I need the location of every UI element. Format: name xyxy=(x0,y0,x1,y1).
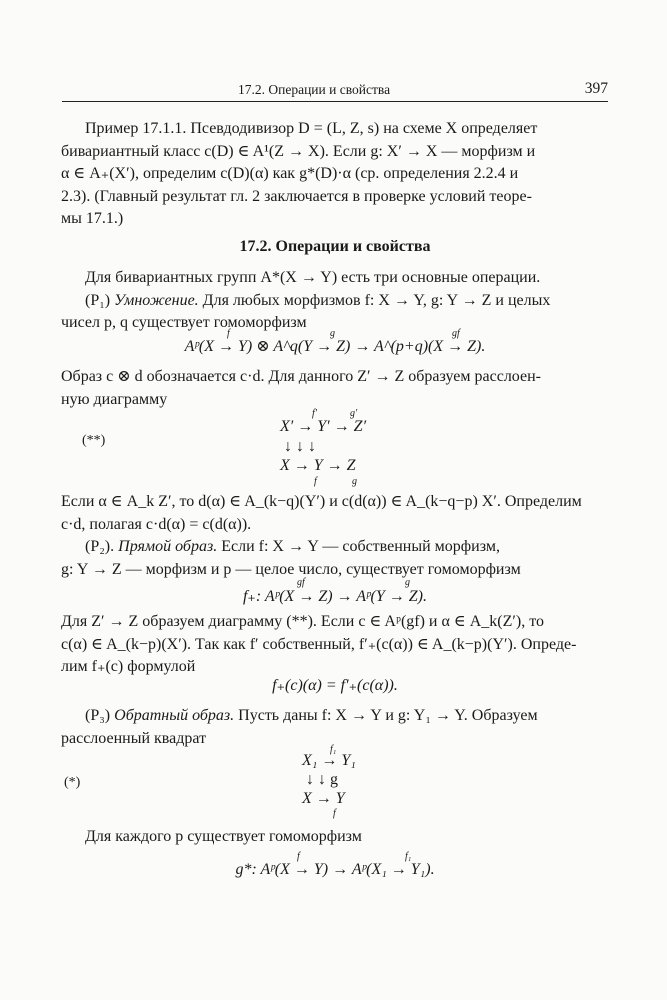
p1-end-2: c·d, полагая c·d(α) = c(d(α)). xyxy=(61,515,252,533)
p3-line-1 xyxy=(61,705,609,728)
p3-end-1: Для каждого p существует гомоморфизм xyxy=(85,828,362,845)
p2-formula-2 xyxy=(61,675,609,695)
diagram-starstar-label-f: f xyxy=(314,476,317,487)
diagram-star-top xyxy=(302,752,356,770)
diagram-starstar-bottom xyxy=(280,457,356,475)
diagram-star-arrows: ↓ ↓ g xyxy=(306,771,338,788)
p3-end xyxy=(61,826,609,849)
p2-after-3: лим f₊(c) формулой xyxy=(61,658,196,675)
p2-line-2: g: Y → Z — морфизм и p — целое число, существует гомоморфизм xyxy=(61,560,521,578)
p1-after-1: Образ c ⊗ d обозначается c·d. Для данного Z′ → Z образуем расслоен- xyxy=(61,368,541,385)
p1-title: Умножение. xyxy=(114,291,199,309)
example-line-3: α ∈ A₊(X′), определим c(D)(α) как g*(D)·α (ср. определения 2.2.4 и xyxy=(61,165,519,182)
p3-formula xyxy=(61,861,609,879)
p2-label-gf: gf xyxy=(297,577,305,588)
p2-paragraph xyxy=(61,536,609,581)
diagram-starstar-top xyxy=(280,418,366,436)
intro-paragraph xyxy=(61,267,609,335)
p1-after-2: ную диаграмму xyxy=(61,390,168,408)
p2-text-1: Если f: X → Y — собственный морфизм, xyxy=(221,538,500,555)
example-line-5: мы 17.1.) xyxy=(61,210,124,227)
diagram-starstar-label-g: g xyxy=(352,476,357,487)
p2-label-g: g xyxy=(405,577,410,588)
p2-formula xyxy=(61,586,609,606)
p1-line-1 xyxy=(61,290,609,313)
p2-line-1 xyxy=(61,536,609,559)
p3-label: (P₃) xyxy=(85,707,111,724)
diagram-starstar-top-row: X′ → Y′ → Z′ xyxy=(280,418,367,435)
p1-formula-text: Aᵖ(X → Y) ⊗ A^q(Y → Z) → A^(p+q)(X → Z). xyxy=(184,338,486,355)
diagram-starstar-arrows: ↓ ↓ ↓ xyxy=(284,438,316,455)
p1-label: (P₁) xyxy=(85,291,111,309)
diagram-starstar-bottom-row: X → Y → Z xyxy=(280,457,356,474)
diagram-star-label: (*) xyxy=(64,775,81,790)
p2-after-2: c(α) ∈ A_(k−p)(X′). Так как f′ собственный, f′₊(c(α)) ∈ A_(k−p)(Y′). Опреде- xyxy=(61,635,577,653)
running-header xyxy=(62,81,608,102)
example-line-2: бивариантный класс c(D) ∈ A¹(Z → X). Если g: X′ → X — морфизм и xyxy=(61,142,536,160)
diagram-starstar-label-fprime: f′ xyxy=(312,408,317,419)
diagram-star-label-f1: f₁ xyxy=(330,744,337,755)
diagram-star-top-row: X₁ → Y₁ xyxy=(302,752,356,769)
p1-formula xyxy=(61,336,609,356)
p1-label-f: f xyxy=(227,328,230,339)
p1-end xyxy=(61,491,609,536)
p3-title: Обратный образ. xyxy=(114,707,235,724)
diagram-starstar-label-gprime: g′ xyxy=(350,408,358,419)
p3-label-f1: f₁ xyxy=(405,851,412,862)
section-heading: 17.2. Операции и свойства xyxy=(239,238,431,255)
header-section-title: 17.2. Операции и свойства xyxy=(238,82,391,97)
p3-text-1: Пусть даны f: X → Y и g: Y₁ → Y. Образуем xyxy=(238,707,538,724)
p3-label-f: f xyxy=(297,851,300,862)
p2-title: Прямой образ. xyxy=(118,538,218,555)
diagram-star-bottom xyxy=(302,790,345,808)
p2-after-1: Для Z′ → Z образуем диаграмму (**). Если c ∈ Aᵖ(gf) и α ∈ A_k(Z′), то xyxy=(61,613,544,630)
p3-formula-text: g*: Aᵖ(X → Y) → Aᵖ(X₁ → Y₁). xyxy=(235,861,435,878)
diagram-star-label-f: f xyxy=(333,808,336,819)
p2-label: (P₂). xyxy=(85,538,115,555)
p3-line-2: расслоенный квадрат xyxy=(61,729,207,747)
p2-formula-2-text: f₊(c)(α) = f′₊(c(α)). xyxy=(272,677,398,694)
example-line-4: 2.3). (Главный результат гл. 2 заключается в проверке условий теоре- xyxy=(61,187,532,205)
example-paragraph xyxy=(61,118,609,231)
p1-after xyxy=(61,366,609,411)
page-number: 397 xyxy=(584,80,608,97)
p1-end-1: Если α ∈ A_k Z′, то d(α) ∈ A_(k−q)(Y′) и c(d(α)) ∈ A_(k−q−p) X′. Определим xyxy=(61,493,582,510)
diagram-star-bottom-row: X → Y xyxy=(302,790,345,807)
p1-label-gf: gf xyxy=(452,328,460,339)
intro-line: Для бивариантных групп A*(X → Y) есть три основные операции. xyxy=(85,269,541,286)
p1-label-g: g xyxy=(330,328,335,339)
p2-after xyxy=(61,611,609,679)
diagram-starstar-label: (**) xyxy=(82,433,106,448)
p1-line-2: чисел p, q существует гомоморфизм xyxy=(61,314,307,331)
p2-formula-text: f₊: Aᵖ(X → Z) → Aᵖ(Y → Z). xyxy=(242,588,427,605)
example-line-1: Пример 17.1.1. Псевдодивизор D = (L, Z, s) на схеме X определяет xyxy=(85,120,538,137)
p1-text-1: Для любых морфизмов f: X → Y, g: Y → Z и целых xyxy=(202,291,551,309)
